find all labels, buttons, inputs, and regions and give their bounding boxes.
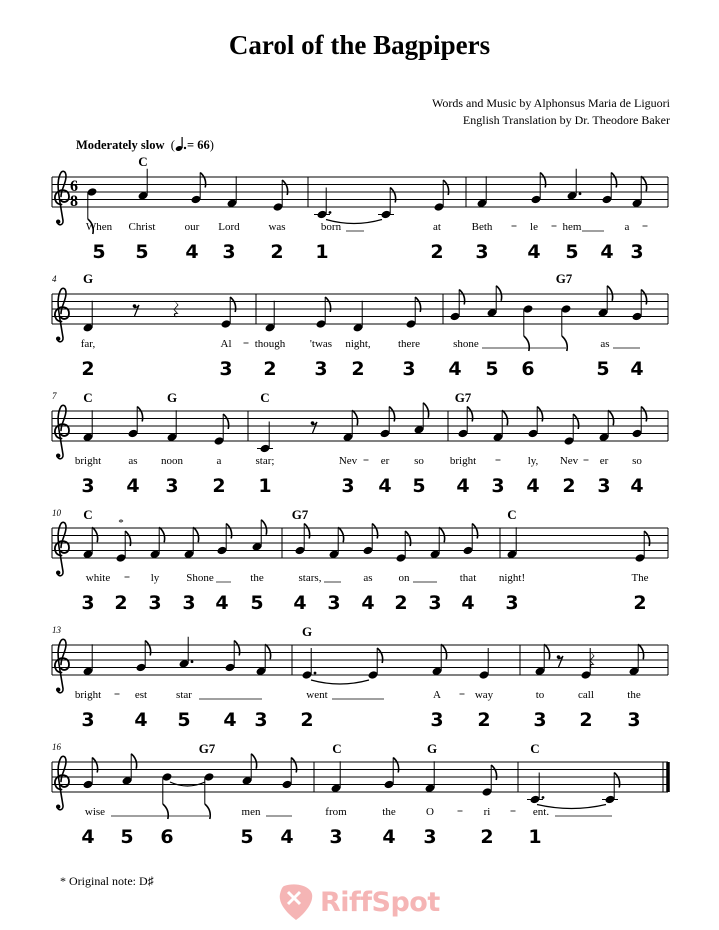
- harmonica-hole-number: 5: [240, 826, 254, 848]
- flag: [377, 648, 382, 663]
- measure-number: 4: [52, 274, 57, 284]
- flag: [92, 758, 97, 773]
- treble-clef-icon: [55, 639, 69, 692]
- harmonica-hole-number: 4: [382, 826, 396, 848]
- flag: [611, 173, 616, 188]
- harmonica-hole-number: 2: [270, 241, 284, 263]
- harmonica-hole-number: 3: [81, 475, 95, 497]
- harmonica-hole-number: 3: [341, 475, 355, 497]
- flag: [641, 176, 646, 191]
- flag: [544, 644, 549, 659]
- harmonica-hole-number: 3: [491, 475, 505, 497]
- lyric-syllable: our: [184, 221, 200, 233]
- flag: [607, 286, 612, 301]
- flag: [226, 524, 231, 539]
- harmonica-hole-number: 3: [630, 241, 644, 263]
- chord-symbol: C: [138, 154, 148, 169]
- lyric-syllable: stars,: [298, 572, 322, 584]
- flag: [423, 403, 428, 418]
- eighth-rest-icon: [133, 304, 139, 316]
- harmonica-hole-number: 2: [114, 592, 128, 614]
- tempo-text: Moderately slow: [76, 138, 165, 152]
- lyric-syllable: on: [398, 572, 410, 584]
- flag: [641, 407, 646, 422]
- harmonica-hole-number: 3: [430, 709, 444, 731]
- flag: [251, 754, 256, 769]
- lyric-syllable: noon: [161, 455, 183, 467]
- lyric-syllable: so: [632, 455, 642, 467]
- harmonica-hole-number: 5: [596, 358, 610, 380]
- flag: [614, 773, 619, 788]
- lyric-syllable: so: [414, 455, 424, 467]
- flag: [291, 758, 296, 773]
- lyric-syllable: night,: [345, 338, 371, 350]
- flag: [304, 524, 309, 539]
- treble-clef-icon: [55, 405, 69, 458]
- lyric-syllable: ri: [483, 806, 491, 818]
- harmonica-hole-number: 2: [480, 826, 494, 848]
- translator-credit: English Translation by Dr. Theodore Baker: [462, 113, 670, 127]
- harmonica-hole-number: 3: [402, 358, 416, 380]
- lyric-syllable: ly,: [527, 455, 539, 467]
- flag: [439, 527, 444, 542]
- lyric-syllable: was: [268, 221, 286, 233]
- footnote-marker: *: [118, 517, 124, 529]
- harmonica-hole-number: 5: [92, 241, 106, 263]
- lyric-syllable: star: [176, 689, 192, 701]
- harmonica-hole-number: 3: [314, 358, 328, 380]
- flag: [223, 414, 228, 429]
- lyric-syllable: Nev: [338, 455, 358, 467]
- chord-symbol: G: [82, 271, 94, 286]
- harmonica-hole-number: 4: [215, 592, 229, 614]
- flag: [159, 527, 164, 542]
- harmonica-hole-number: 3: [81, 709, 95, 731]
- chord-symbol: G: [426, 741, 438, 756]
- harmonica-hole-number: 3: [428, 592, 442, 614]
- tie: [170, 782, 205, 786]
- harmonica-hole-number: 4: [600, 241, 614, 263]
- flag: [125, 531, 130, 546]
- lyric-syllable: as: [128, 455, 138, 467]
- harmonica-hole-number: 3: [148, 592, 162, 614]
- composer-credit: Words and Music by Alphonsus Maria de Liguori: [431, 96, 670, 110]
- chord-symbol: C: [83, 390, 93, 405]
- flag: [230, 297, 235, 312]
- lyric-syllable: bright: [449, 455, 477, 467]
- harmonica-hole-number: 4: [223, 709, 237, 731]
- harmonica-hole-number: 3: [533, 709, 547, 731]
- harmonica-hole-number: 2: [351, 358, 365, 380]
- text-layer: [52, 154, 649, 848]
- chord-symbol: G7: [555, 271, 573, 286]
- harmonica-hole-number: 3: [329, 826, 343, 848]
- lyric-syllable: that: [459, 572, 477, 584]
- flag: [491, 765, 496, 780]
- staff-system: [52, 288, 668, 341]
- lyric-syllable: ly: [150, 572, 160, 584]
- harmonica-hole-number: 4: [185, 241, 199, 263]
- harmonica-hole-number: 3: [182, 592, 196, 614]
- harmonica-hole-number: 4: [280, 826, 294, 848]
- lyric-syllable: the: [382, 806, 396, 818]
- lyric-syllable: When: [85, 221, 113, 233]
- measure-number: 7: [52, 391, 57, 401]
- lyric-syllable: way: [474, 689, 494, 701]
- chord-symbol: C: [83, 507, 93, 522]
- flag: [472, 524, 477, 539]
- chord-symbol: G7: [454, 390, 472, 405]
- flag: [234, 641, 239, 656]
- lyric-syllable: men: [241, 806, 261, 818]
- chord-symbol: G: [301, 624, 313, 639]
- lyric-syllable: a: [624, 221, 630, 233]
- lyric-syllable: bright: [74, 689, 102, 701]
- lyric-syllable: 'twas: [309, 338, 333, 350]
- harmonica-hole-number: 3: [475, 241, 489, 263]
- harmonica-hole-number: 4: [293, 592, 307, 614]
- flag: [496, 286, 501, 301]
- staff-system: [52, 756, 668, 809]
- chord-symbol: G7: [291, 507, 309, 522]
- harmonica-hole-number: 3: [327, 592, 341, 614]
- harmonica-hole-number: 5: [250, 592, 264, 614]
- flag: [502, 410, 507, 425]
- lyric-syllable: as: [363, 572, 373, 584]
- flag: [443, 180, 448, 195]
- flag: [638, 644, 643, 659]
- harmonica-hole-number: 2: [579, 709, 593, 731]
- harmonica-hole-number: 3: [222, 241, 236, 263]
- flag: [137, 407, 142, 422]
- harmonica-hole-number: 3: [597, 475, 611, 497]
- page-title: Carol of the Bagpipers: [228, 30, 491, 60]
- lyric-syllable: went: [306, 689, 328, 701]
- harmonica-hole-number: 4: [448, 358, 462, 380]
- flag: [282, 180, 287, 195]
- harmonica-hole-number: 6: [160, 826, 174, 848]
- harmonica-hole-number: 2: [81, 358, 95, 380]
- flag: [261, 520, 266, 535]
- lyric-syllable: night!: [498, 572, 526, 584]
- treble-clef-icon: [55, 522, 69, 575]
- note: [523, 304, 534, 351]
- lyric-syllable: Beth: [471, 221, 493, 233]
- dot: [579, 192, 582, 195]
- harmonica-hole-number: 4: [630, 475, 644, 497]
- chord-symbol: G7: [198, 741, 216, 756]
- tempo-marking: Moderately slow ( = 66): [76, 138, 214, 152]
- note: [162, 772, 173, 819]
- flag: [338, 527, 343, 542]
- harmonica-hole-number: 5: [485, 358, 499, 380]
- harmonica-hole-number: 2: [212, 475, 226, 497]
- guitar-pick-icon: [276, 882, 316, 922]
- harmonica-hole-number: 1: [315, 241, 329, 263]
- lyric-syllable: the: [627, 689, 641, 701]
- harmonica-hole-number: 4: [81, 826, 95, 848]
- chord-symbol: G: [166, 390, 178, 405]
- time-signature-top: 6: [70, 178, 78, 195]
- note: [204, 772, 215, 819]
- eighth-rest-icon: [557, 655, 563, 667]
- lyric-syllable: est: [134, 689, 148, 701]
- harmonica-hole-number: 2: [562, 475, 576, 497]
- lyric-syllable: from: [325, 806, 347, 818]
- harmonica-hole-number: 5: [120, 826, 134, 848]
- dot: [314, 672, 317, 675]
- harmonica-hole-number: 5: [177, 709, 191, 731]
- treble-clef-icon: [55, 171, 69, 224]
- eighth-rest-icon: [311, 421, 317, 433]
- lyric-syllable: ent.: [532, 806, 550, 818]
- staff-system: [52, 522, 668, 575]
- harmonica-hole-number: 4: [456, 475, 470, 497]
- harmonica-hole-number: 2: [430, 241, 444, 263]
- harmonica-hole-number: 4: [361, 592, 375, 614]
- flag: [393, 758, 398, 773]
- lyric-syllable: Lord: [218, 221, 240, 233]
- lyric-syllable: hem: [562, 221, 582, 233]
- flag: [405, 531, 410, 546]
- chord-symbol: C: [507, 507, 517, 522]
- harmonica-hole-number: 3: [423, 826, 437, 848]
- flag: [145, 641, 150, 656]
- dot: [191, 660, 194, 663]
- flag: [415, 297, 420, 312]
- harmonica-hole-number: 1: [258, 475, 272, 497]
- flag: [459, 290, 464, 305]
- note: [561, 304, 572, 351]
- lyric-syllable: though: [254, 338, 286, 350]
- lyric-syllable: Christ: [128, 221, 156, 233]
- harmonica-hole-number: 5: [565, 241, 579, 263]
- lyric-syllable: far,: [80, 338, 96, 350]
- flag: [325, 297, 330, 312]
- lyric-syllable: at: [433, 221, 441, 233]
- harmonica-hole-number: 2: [394, 592, 408, 614]
- lyric-syllable: as: [600, 338, 610, 350]
- time-signature-bottom: 8: [70, 193, 78, 210]
- staff-system: [52, 405, 668, 458]
- flag: [641, 290, 646, 305]
- lyric-syllable: Al: [220, 338, 232, 350]
- harmonica-hole-number: 4: [134, 709, 148, 731]
- footnote: * Original note: D♯: [60, 874, 154, 888]
- flag: [540, 173, 545, 188]
- flag: [92, 527, 97, 542]
- harmonica-hole-number: 1: [528, 826, 542, 848]
- harmonica-hole-number: 6: [521, 358, 535, 380]
- tempo-bpm: = 66: [186, 138, 210, 152]
- harmonica-hole-number: 2: [633, 592, 647, 614]
- lyric-syllable: er: [380, 455, 390, 467]
- harmonica-hole-number: 4: [461, 592, 475, 614]
- lyric-syllable: a: [216, 455, 222, 467]
- harmonica-hole-number: 2: [300, 709, 314, 731]
- logo-text: RiffSpot: [320, 887, 440, 918]
- lyric-syllable: Nev: [559, 455, 579, 467]
- harmonica-hole-number: 2: [477, 709, 491, 731]
- chord-symbol: C: [332, 741, 342, 756]
- flag: [205, 804, 210, 819]
- riffspot-logo: [276, 882, 446, 922]
- lyric-syllable: white: [85, 572, 111, 584]
- lyric-syllable: shone: [453, 338, 479, 350]
- dot: [542, 796, 545, 799]
- flag: [389, 407, 394, 422]
- chord-symbol: C: [530, 741, 540, 756]
- tie: [311, 680, 369, 684]
- harmonica-hole-number: 4: [527, 241, 541, 263]
- measure-number: 13: [52, 625, 61, 635]
- flag: [537, 407, 542, 422]
- flag: [352, 410, 357, 425]
- lyric-syllable: to: [535, 689, 545, 701]
- lyric-syllable: er: [599, 455, 609, 467]
- treble-clef-icon: [55, 288, 69, 341]
- lyric-syllable: Shone: [186, 572, 214, 584]
- flag: [193, 527, 198, 542]
- harmonica-hole-number: 3: [505, 592, 519, 614]
- harmonica-hole-number: 4: [378, 475, 392, 497]
- flag: [467, 407, 472, 422]
- flag: [131, 754, 136, 769]
- harmonica-hole-number: 2: [263, 358, 277, 380]
- lyric-syllable: the: [250, 572, 264, 584]
- harmonica-hole-number: 4: [526, 475, 540, 497]
- lyric-syllable: O: [426, 806, 434, 818]
- harmonica-hole-number: 3: [219, 358, 233, 380]
- harmonica-hole-number: 5: [412, 475, 426, 497]
- lyric-syllable: The: [631, 572, 649, 584]
- flag: [441, 644, 446, 659]
- measure-number: 16: [52, 742, 61, 752]
- lyric-syllable: call: [578, 689, 594, 701]
- harmonica-hole-number: 4: [126, 475, 140, 497]
- dot: [329, 211, 332, 214]
- lyric-syllable: star;: [255, 455, 275, 467]
- flag: [524, 336, 529, 351]
- lyric-syllable: wise: [84, 806, 106, 818]
- measure-number: 10: [52, 508, 61, 518]
- lyric-syllable: le: [530, 221, 538, 233]
- lyric-syllable: there: [398, 338, 420, 350]
- flag: [608, 410, 613, 425]
- harmonica-hole-number: 3: [81, 592, 95, 614]
- lyric-syllable: born: [320, 221, 342, 233]
- flag: [644, 531, 649, 546]
- harmonica-hole-number: 3: [254, 709, 268, 731]
- chord-symbol: C: [260, 390, 270, 405]
- flag: [265, 644, 270, 659]
- lyric-syllable: bright: [74, 455, 102, 467]
- flag: [163, 804, 168, 819]
- harmonica-hole-number: 4: [630, 358, 644, 380]
- flag: [372, 524, 377, 539]
- flag: [573, 414, 578, 429]
- harmonica-hole-number: 3: [627, 709, 641, 731]
- harmonica-hole-number: 5: [135, 241, 149, 263]
- treble-clef-icon: [55, 756, 69, 809]
- flag: [200, 173, 205, 188]
- flag: [562, 336, 567, 351]
- lyric-syllable: A: [433, 689, 441, 701]
- harmonica-hole-number: 3: [165, 475, 179, 497]
- flag: [390, 188, 395, 203]
